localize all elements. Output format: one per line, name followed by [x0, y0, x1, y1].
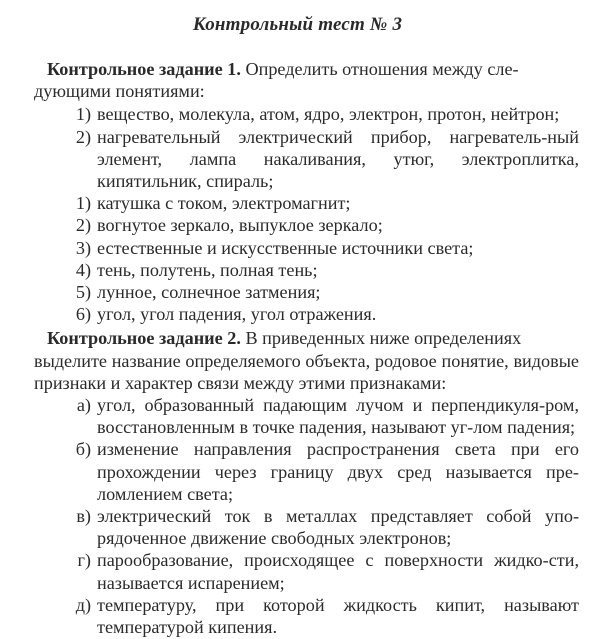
list-item-number: 6) — [75, 304, 91, 325]
list-item-text: парообразование, происходящее с поверхности жидко-сти, называется испарением; — [97, 550, 579, 593]
list-item — [0, 214, 595, 236]
task2-list — [0, 394, 595, 638]
list-item — [0, 594, 595, 638]
list-item-text: электрический ток в металлах представляет собой упо-рядоченное движение свободных электронов; — [97, 506, 579, 549]
list-item-text: нагревательный электрический прибор, нагреватель-ный элемент, лампа накаливания, утюг, электроплитка, кипятильник, спираль; — [97, 126, 579, 192]
list-item-letter: в) — [76, 506, 91, 527]
list-item — [0, 259, 595, 281]
list-item-text: катушка с током, электромагнит; — [97, 193, 351, 214]
task1-text-line2: дующими понятиями: — [34, 81, 205, 102]
page-title: Контрольный тест № 3 — [192, 14, 403, 35]
list-item-text: вещество, молекула, атом, ядро, электрон, протон, нейтрон; — [97, 104, 560, 125]
task1-text-line1: Определить отношения между сле- — [240, 59, 519, 79]
task1-paragraph — [0, 58, 595, 80]
list-item-text: естественные и искусственные источники света; — [97, 237, 474, 258]
list-item — [0, 281, 595, 303]
list-item-text: лунное, солнечное затмения; — [97, 282, 321, 303]
list-item — [0, 505, 595, 549]
list-item — [0, 438, 595, 505]
list-item-text: угол, угол падения, угол отражения. — [97, 304, 377, 325]
list-item-letter: д) — [75, 594, 91, 615]
list-item-number: 1) — [75, 193, 91, 214]
task1-list — [0, 103, 595, 325]
list-item — [0, 126, 595, 193]
list-item — [0, 192, 595, 214]
list-item-number: 1) — [75, 104, 91, 125]
task1-label: Контрольное задание 1. — [47, 59, 241, 79]
list-item-letter: б) — [75, 439, 91, 460]
list-item — [0, 103, 595, 125]
list-item-text: угол, образованный падающим лучом и перпендикуля-ром, восстановленным в точке падения, называют уг-лом падения; — [97, 395, 579, 438]
list-item-number: 5) — [75, 282, 91, 303]
list-item — [0, 549, 595, 593]
list-item — [0, 394, 595, 438]
list-item-text: тень, полутень, полная тень; — [97, 259, 318, 280]
task2-paragraph — [0, 327, 595, 349]
list-item-number: 2) — [75, 126, 91, 147]
list-item-number: 3) — [75, 237, 91, 258]
list-item-number: 2) — [75, 215, 91, 236]
list-item-letter: а) — [76, 395, 91, 416]
task2-label: Контрольное задание 2. — [47, 328, 241, 349]
list-item-text: температуру, при которой жидкость кипит, называют температурой кипения. — [97, 594, 579, 638]
list-item-text: изменение направления распространения света при его прохождении через границу двух сред называется пре-ломлением света; — [97, 439, 579, 504]
task2-text-line1: В приведенных ниже определениях — [240, 328, 522, 349]
list-item-text: вогнутое зеркало, выпуклое зеркало; — [97, 215, 383, 236]
task2-text-rest: выделите название определяемого объекта, родовое понятие, видовые признаки и характер связи между этими признаками: — [34, 350, 579, 393]
list-item-letter: г) — [77, 550, 91, 571]
list-item — [0, 303, 595, 325]
list-item-number: 4) — [75, 259, 91, 280]
document-body — [0, 58, 595, 638]
list-item — [0, 237, 595, 259]
